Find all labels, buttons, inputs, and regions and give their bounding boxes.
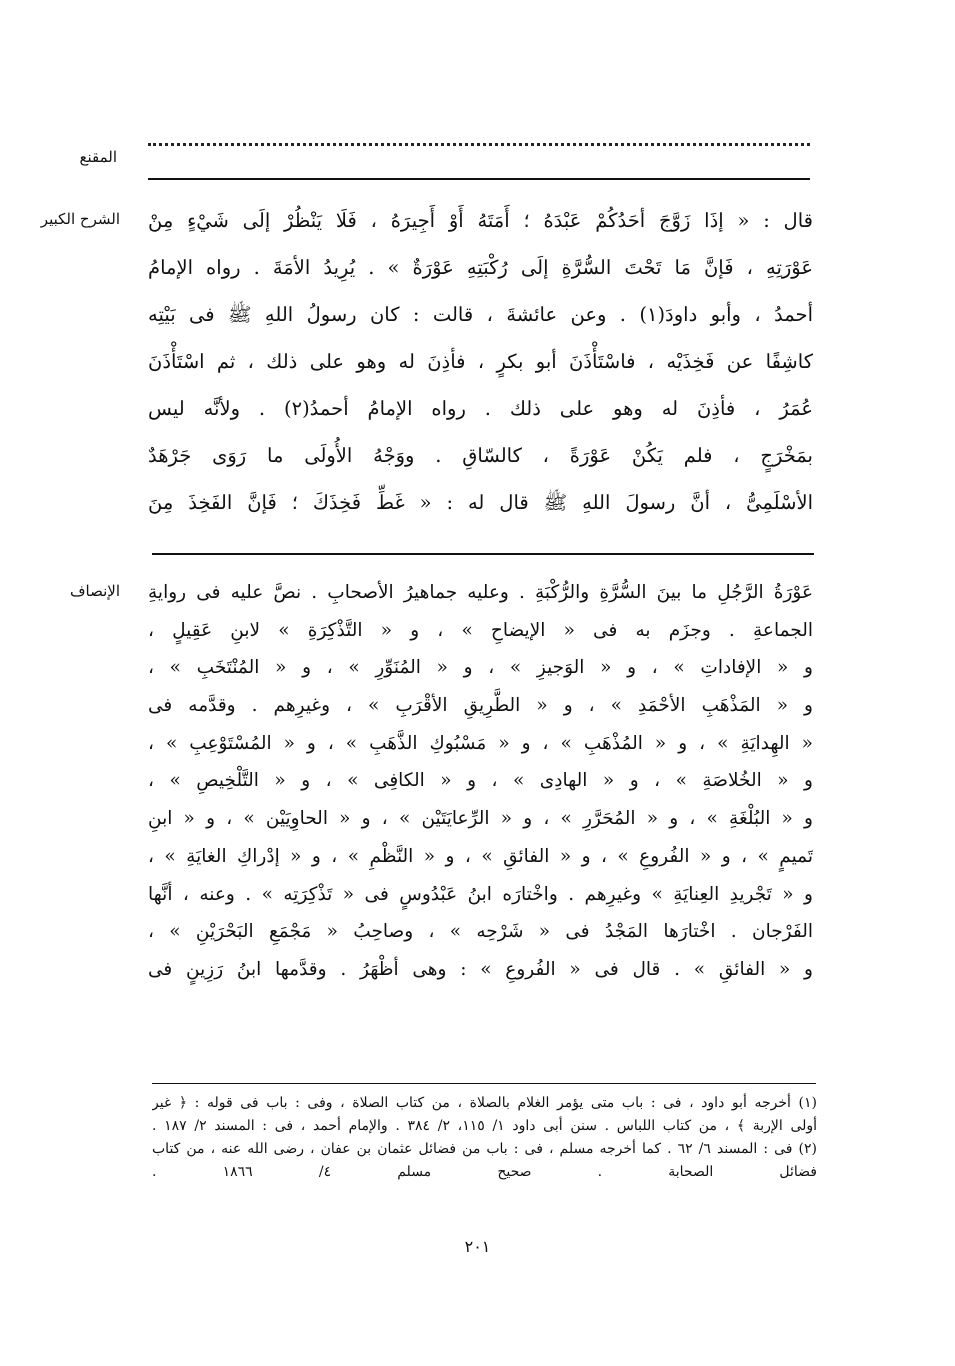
insaf-line: و « المَذْهَبِ الأحْمَدِ » ، و « الطَّرِيقِ الأقْرَبِ » ، وغيرِهم . وقدَّمه فى: [148, 695, 813, 717]
insaf-line: و « تَجْريدِ العِنايَةِ » وغيرِهم . واخْتارَه ابنُ عَبْدُوسٍ فى « تَذْكِرَتِه » . وعنه ، أنَّها: [148, 883, 813, 905]
insaf-line: عَوْرَةُ الرَّجُلِ ما بينَ السُّرَّةِ والرُّكْبَةِ . وعليه جماهيرُ الأصحابِ . نصَّ عليه فى روايةِ: [148, 582, 813, 603]
running-title: المقنع: [79, 148, 117, 166]
sharh-line: قال : « إذَا زَوَّجَ أحَدُكُمْ عَبْدَهُ ؛ أَمَتَهُ أَوْ أَجِيرَهُ ، فَلَا يَنْظُرْ إلَى شَيْءٍ مِنْ: [148, 209, 813, 232]
insaf-text-block: [148, 574, 813, 989]
footnote-line: (١) أخرجه أبو داود ، فى : باب متى يؤمر الغلام بالصلاة ، من كتاب الصلاة ، وفى : باب فى قوله : ﴿ غير: [152, 1095, 817, 1111]
section-divider-rule: [152, 553, 814, 555]
insaf-line: و « الإفاداتِ » ، و « الوَجيزِ » ، و « المُنَوِّرِ » ، و « المُنْتَخَبِ » ،: [148, 657, 813, 679]
insaf-line: « الهِدايَةِ » ، و « المُذْهَبِ » ، و « مَسْبُوكِ الذَّهَبِ » ، و « المُسْتَوْعِبِ » ،: [148, 732, 813, 754]
footnote-line: أولى الإربة ﴾ ، من كتاب اللباس . سنن أبى داود ١/ ١١٥، ٢/ ٣٨٤ . والإمام أحمد ، فى : المسند ٢/ ١٨٧ .: [152, 1118, 817, 1134]
insaf-line: الجماعةِ . وجزَم به فى « الإيضاحِ » ، و « التَّذْكِرَةِ » لابنِ عَقِيلٍ ،: [148, 619, 813, 641]
footnote-line: (٢) فى : المسند ٦/ ٦٢ . كما أخرجه مسلم ، فى : باب من فضائل عثمان بن عفان ، رضى الله عنه ، من كتاب: [152, 1141, 817, 1157]
sharh-line: الأسْلَمِىُّ ، أنَّ رسولَ اللهِ ﷺ قال له : « غَطِّ فَخِذَكَ ؛ فَإنَّ الفَخِذَ مِنَ: [148, 491, 813, 514]
page-number: ٢٠١: [464, 1237, 491, 1256]
insaf-line: و « الفائقِ » . قال فى « الفُروعِ » : وهى أظْهَرُ . وقدَّمها ابنُ رَزِينٍ فى: [148, 958, 813, 980]
sharh-line: عَوْرَتِهِ ، فَإنَّ مَا تَحْتَ السُّرَّةِ إلَى رُكْبَتِهِ عَوْرَةٌ » . يُرِيدُ الأمَةَ . رواه الإمامُ: [148, 256, 813, 279]
sharh-line: عُمَرُ ، فأذِنَ له وهو على ذلك . رواه الإمامُ أحمدُ(٢) . ولأنَّه ليس: [148, 397, 813, 420]
footnote-rule: [152, 1083, 816, 1084]
sharh-line: بمَخْرَجٍ ، فلم يَكُنْ عَوْرَةً ، كالسّاقِ . ووَجْهُ الأُولَى ما رَوَى جَرْهَدٌ: [148, 444, 813, 467]
sharh-line: أحمدُ ، وأبو داودَ(١) . وعن عائشةَ ، قالت : كان رسولُ اللهِ ﷺ فى بَيْتِه: [148, 303, 813, 326]
footnote-line: فضائل الصحابة . صحيح مسلم ٤/ ١٨٦٦ .: [152, 1164, 817, 1180]
sharh-text-block: [148, 197, 813, 526]
insaf-line: تَميمٍ » ، و « الفُروعِ » ، و « الفائقِ » ، و « النَّظْمِ » ، و « إدْراكِ الغايَةِ » ،: [148, 845, 813, 867]
footnotes-block: [152, 1092, 817, 1184]
top-rule: [148, 178, 810, 180]
sharh-section-label: الشرح الكبير: [40, 210, 120, 228]
insaf-section-label: الإنصاف: [69, 582, 120, 600]
sharh-line: كاشِفًا عن فَخِذَيْه ، فاسْتَأْذَنَ أبو بكرٍ ، فأذِنَ له وهو على ذلك ، ثم اسْتَأْذَنَ: [148, 350, 813, 373]
insaf-line: و « الخُلاصَةِ » ، و « الهادِى » ، و « الكافِى » ، و « التَّلْخِيصِ » ،: [148, 770, 813, 792]
insaf-line: و « البُلْغَةِ » ، و « المُحَرَّرِ » ، و « الرِّعايَتَيْن » ، و « الحاوِيَيْن » ، و « ابنِ: [148, 808, 813, 830]
header-dotted-rule: [148, 143, 810, 146]
insaf-line: الفَرْجان . اخْتارَها المَجْدُ فى « شَرْحِه » ، وصاحِبُ « مَجْمَعِ البَحْرَيْنِ » ،: [148, 921, 813, 943]
